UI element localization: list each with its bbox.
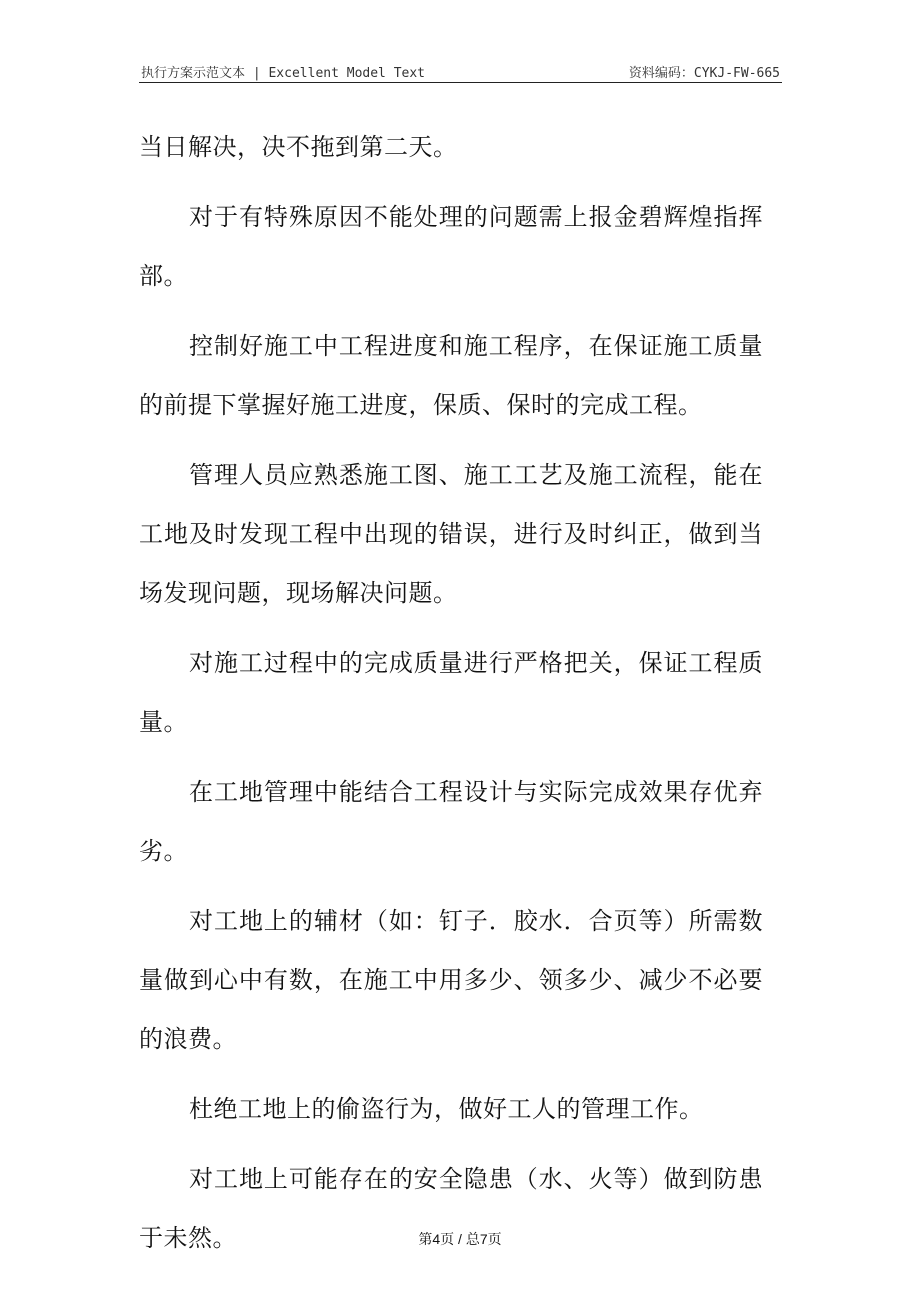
- paragraph: 管理人员应熟悉施工图、施工工艺及施工流程，能在工地及时发现工程中出现的错误，进行及时纠正，做到当场发现问题，现场解决问题。: [139, 461, 763, 607]
- paragraph: 在工地管理中能结合工程设计与实际完成效果存优弃劣。: [139, 778, 763, 865]
- paragraph: 对于有特殊原因不能处理的问题需上报金碧辉煌指挥部。: [139, 203, 763, 290]
- document-body: [139, 118, 763, 1279]
- paragraph: 对工地上可能存在的安全隐患（水、火等）做到防患于未然。: [139, 1165, 763, 1252]
- document-code: 资料编码：CYKJ-FW-665: [628, 66, 780, 81]
- paragraph: 对施工过程中的完成质量进行严格把关，保证工程质量。: [139, 649, 763, 736]
- paragraph-continuation: 当日解决，决不拖到第二天。: [139, 133, 458, 161]
- header-title: 执行方案示范文本 | Excellent Model Text: [141, 66, 426, 81]
- page-header: [139, 58, 782, 83]
- paragraph: 对工地上的辅材（如：钉子．胶水．合页等）所需数量做到心中有数，在施工中用多少、领多少、减少不必要的浪费。: [139, 907, 763, 1053]
- paragraph: 控制好施工中工程进度和施工程序，在保证施工质量的前提下掌握好施工进度，保质、保时的完成工程。: [139, 332, 763, 419]
- page-number: 第4页 / 总7页: [418, 1231, 502, 1247]
- paragraph: 杜绝工地上的偷盗行为，做好工人的管理工作。: [189, 1095, 704, 1123]
